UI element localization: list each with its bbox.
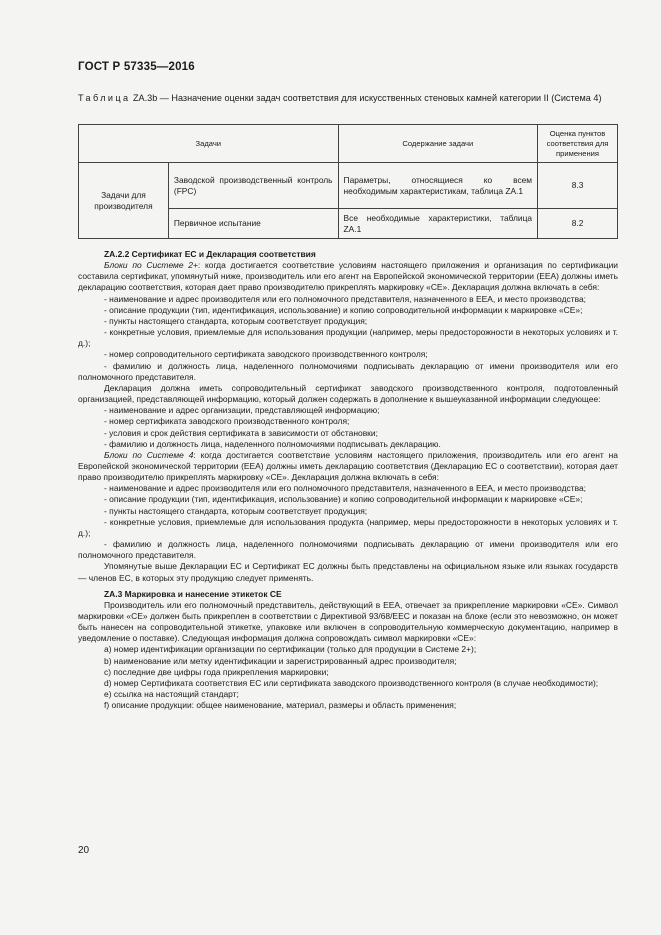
clause-cell: 8.3 bbox=[538, 163, 618, 209]
paragraph-text: : когда достигается соответствие условиям настоящего приложения, производитель или его агент на Европейской экономической территории (ЕЕА) должны иметь декларацию соответствия (Декларацию ЕС о соответствии), которая дает право производителю прикреплять маркировку «СЕ». Декларация должна включать в себя: bbox=[78, 449, 618, 483]
page-number: 20 bbox=[78, 845, 90, 856]
list-item: - конкретные условия, приемлемые для использования продукции (например, меры предосторожности в некоторых условиях и т. д.); bbox=[78, 327, 618, 349]
paragraph: Производитель или его полномочный представитель, действующий в ЕЕА, отвечает за прикрепление маркировки «СЕ». Символ маркировки «СЕ» должен быть прикреплен в соответствии с Директивой 93/68/ЕЕС и показан на блоке (если это невозможно, он может быть нанесен на сопроводительной этикетке, упаковке или включен в сопроводительную коммерческую документацию, например в уведомление о поставке). Следующая информация должна сопровождать символ маркировки «СЕ»: bbox=[78, 599, 618, 644]
document-body bbox=[78, 249, 618, 711]
task-cell: Заводской производственный контроль (FPC) bbox=[168, 163, 338, 209]
table-caption bbox=[78, 92, 618, 104]
system-label: Блоки по Системе 2+ bbox=[104, 260, 198, 271]
list-item: - описание продукции (тип, идентификация, использование) и копию сопроводительной информации к маркировке «СЕ»; bbox=[104, 494, 583, 505]
paragraph bbox=[78, 450, 618, 483]
list-item: - пункты настоящего стандарта, которым соответствует продукция; bbox=[104, 505, 368, 516]
list-item: c) последние две цифры года прикрепления маркировки; bbox=[104, 666, 329, 677]
task-cell: Первичное испытание bbox=[168, 209, 338, 239]
list-item: b) наименование или метку идентификации и зарегистрированный адрес производителя; bbox=[104, 655, 457, 666]
list-item: - наименование и адрес производителя или его полномочного представителя, назначенного в ЕЕА, и место производства; bbox=[104, 293, 586, 304]
assignment-table bbox=[78, 124, 618, 239]
list-item: f) описание продукции: общее наименование, материал, размеры и область применения; bbox=[104, 700, 457, 711]
list-item: - номер сертификата заводского производственного контроля; bbox=[104, 416, 350, 427]
document-header: ГОСТ Р 57335—2016 bbox=[78, 61, 195, 73]
paragraph: Декларация должна иметь сопроводительный сертификат заводского производственного контроля, подготовленный организацией, представляющей информацию, который должен содержать в дополнение к вышеуказанной информации следующее: bbox=[78, 382, 618, 405]
section-heading: ZA.2.2 Сертификат ЕС и Декларация соответствия bbox=[104, 249, 316, 259]
list-item: - наименование и адрес производителя или его полномочного представителя, назначенного в ЕЕА, и место производства; bbox=[104, 483, 586, 494]
list-item: - пункты настоящего стандарта, которым соответствует продукция; bbox=[104, 315, 368, 326]
table-row bbox=[79, 163, 618, 209]
list-item: - наименование и адрес организации, представляющей информацию; bbox=[104, 405, 380, 416]
section-heading: ZA.3 Маркировка и нанесение этикеток СЕ bbox=[104, 588, 282, 599]
table-header-row bbox=[79, 125, 618, 163]
system-label: Блоки по Системе 4 bbox=[104, 449, 194, 460]
paragraph bbox=[78, 260, 618, 293]
list-item: - фамилию и должность лица, наделенного полномочиями подписывать декларацию от имени производителя или его полномочного представителя. bbox=[78, 360, 618, 382]
list-item: a) номер идентификации организации по сертификации (только для продукции в Системе 2+); bbox=[104, 644, 477, 655]
list-item: - фамилию и должность лица, наделенного полномочиями подписывать декларацию от имени производителя или его полномочного представителя. bbox=[78, 539, 618, 561]
caption-word: Таблица bbox=[78, 93, 131, 103]
paragraph: Упомянутые выше Декларации ЕС и Сертификат ЕС должны быть представлены на официальном языке или языках государств — членов ЕС, в которых эту продукцию следует применять. bbox=[78, 561, 618, 583]
content-cell: Все необходимые характеристики, таблица ZA.1 bbox=[338, 209, 538, 239]
clause-cell: 8.2 bbox=[538, 209, 618, 239]
header-content: Содержание задачи bbox=[338, 125, 538, 163]
caption-text: ZA.3b — Назначение оценки задач соответствия для искусственных стеновых камней категории II (Система 4) bbox=[130, 93, 602, 103]
list-item: - фамилию и должность лица, наделенного полномочиями подписывать декларацию. bbox=[104, 438, 441, 449]
paragraph-text: : когда достигается соответствие условиям настоящего приложения и организация по сертификации составила сертификат, упомянутый ниже, производитель или его агент на Европейской экономической территории (ЕЕА) должны иметь декларацию соответствия, которая дает право производителю прикреплять маркировку «СЕ». Декларация должна включать в себя: bbox=[78, 260, 618, 293]
list-item: - конкретные условия, приемлемые для использования продукта (например, меры предосторожности в некоторых условиях и т. д.); bbox=[78, 516, 618, 538]
list-item: d) номер Сертификата соответствия ЕС или сертификата заводского производственного контроля (в случае необходимости); bbox=[104, 677, 599, 688]
header-tasks: Задачи bbox=[79, 125, 339, 163]
header-clauses: Оценка пунктов соответствия для применения bbox=[538, 125, 618, 163]
list-item: - условия и срок действия сертификата в зависимости от обстановки; bbox=[104, 427, 378, 438]
list-item: - описание продукции (тип, идентификация, использование) и копию сопроводительной информации к маркировке «СЕ»; bbox=[104, 304, 583, 315]
content-cell: Параметры, относящиеся ко всем необходимым характеристикам, таблица ZA.1 bbox=[338, 163, 538, 209]
list-item: - номер сопроводительного сертификата заводского производственного контроля; bbox=[104, 349, 428, 360]
list-item: e) ссылка на настоящий стандарт; bbox=[104, 689, 239, 700]
group-cell: Задачи для производителя bbox=[79, 163, 169, 239]
